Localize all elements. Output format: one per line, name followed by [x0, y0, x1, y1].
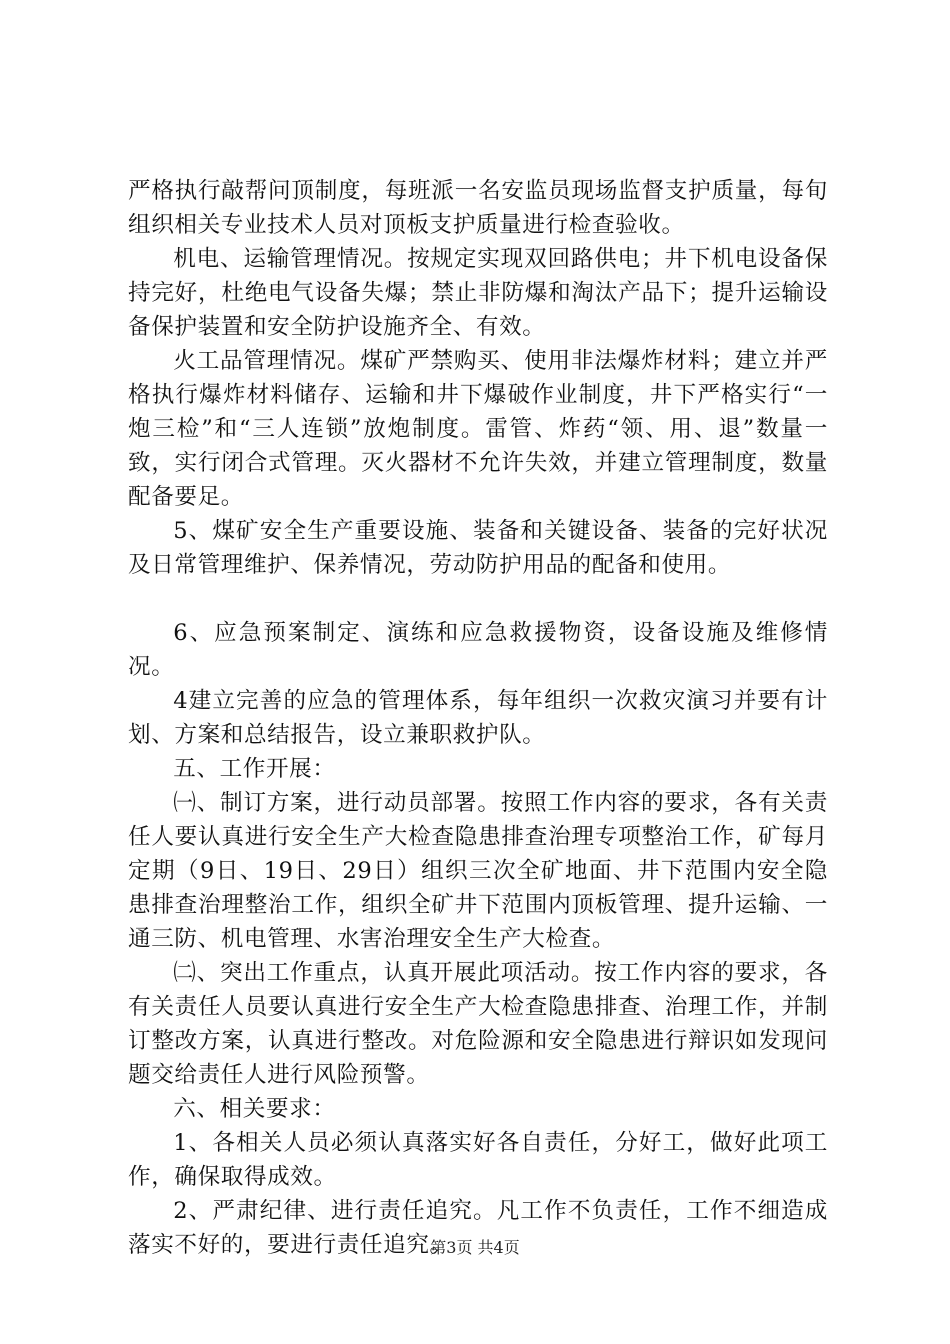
paragraph-item-6: 6、应急预案制定、演练和应急救援物资，设备设施及维修情况。: [128, 620, 828, 680]
paragraph-electromechanical: 机电、运输管理情况。按规定实现双回路供电；井下机电设备保持完好，杜绝电气设备失爆；禁止非防爆和淘汰产品下；提升运输设备保护装置和安全防护设施齐全、有效。: [128, 246, 828, 340]
document-body: [128, 174, 828, 1262]
paragraph-item-5: 5、煤矿安全生产重要设施、装备和关键设备、装备的完好状况及日常管理维护、保养情况，劳动防护用品的配备和使用。: [128, 518, 828, 578]
paragraph-work-1: ㈠、制订方案，进行动员部署。按照工作内容的要求，各有关责任人要认真进行安全生产大检查隐患排查治理专项整治工作，矿每月定期（9日、19日、29日）组织三次全矿地面、井下范围内安全隐患排查治理整治工作，组织全矿井下范围内顶板管理、提升运输、一通三防、机电管理、水害治理安全生产大检查。: [128, 790, 828, 952]
page-footer: 第3页 共4页: [430, 1238, 520, 1257]
section-heading-requirements: 六、相关要求：: [173, 1096, 336, 1122]
paragraph-requirement-1: 1、各相关人员必须认真落实好各自责任，分好工，做好此项工作，确保取得成效。: [128, 1130, 828, 1190]
paragraph-roof-support: 严格执行敲帮问顶制度，每班派一名安监员现场监督支护质量，每旬组织相关专业技术人员对顶板支护质量进行检查验收。: [128, 178, 828, 238]
paragraph-work-2: ㈡、突出工作重点，认真开展此项活动。按工作内容的要求，各有关责任人员要认真进行安全生产大检查隐患排查、治理工作，并制订整改方案，认真进行整改。对危险源和安全隐患进行辩识如发现问题交给责任人进行风险预警。: [128, 960, 828, 1088]
section-heading-work: 五、工作开展：: [173, 756, 336, 782]
paragraph-explosives: 火工品管理情况。煤矿严禁购买、使用非法爆炸材料；建立并严格执行爆炸材料储存、运输和井下爆破作业制度，井下严格实行“一炮三检”和“三人连锁”放炮制度。雷管、炸药“领、用、退”数量一致，实行闭合式管理。灭火器材不允许失效，并建立管理制度，数量配备要足。: [128, 348, 828, 510]
paragraph-requirement-2: 2、严肃纪律、进行责任追究。凡工作不负责任，工作不细造成落实不好的，要进行责任追究。: [128, 1198, 828, 1258]
paragraph-emergency-system: 4建立完善的应急的管理体系，每年组织一次救灾演习并要有计划、方案和总结报告，设立兼职救护队。: [128, 688, 828, 748]
